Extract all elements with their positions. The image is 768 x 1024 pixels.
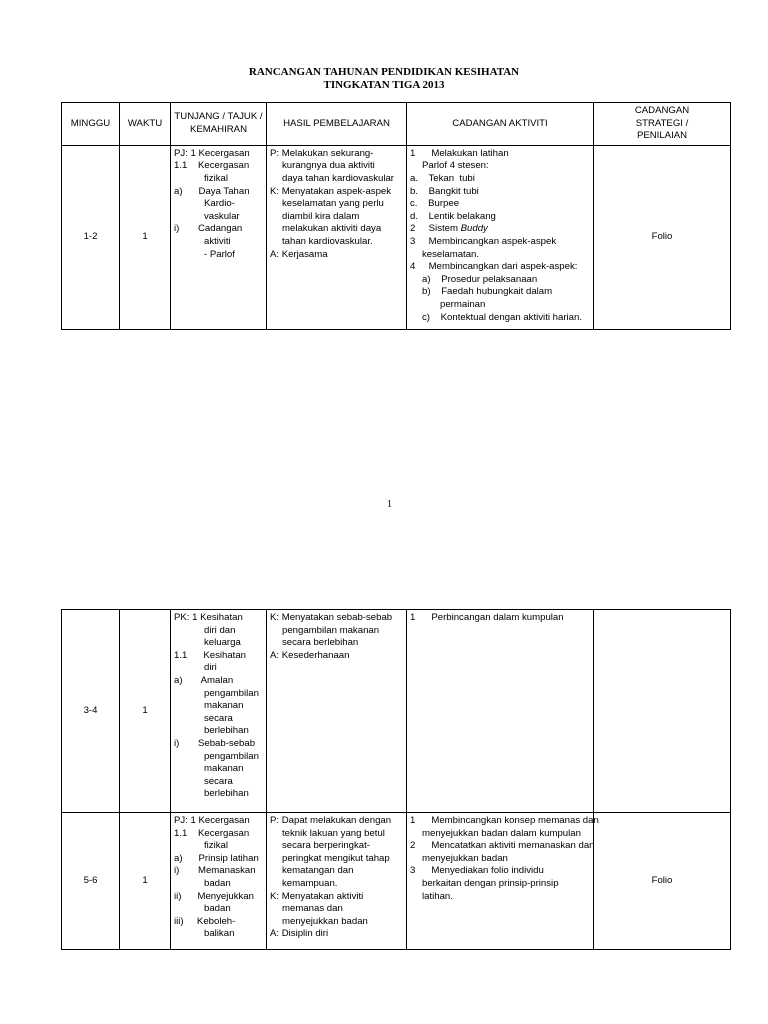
header-row (62, 103, 731, 146)
cell-cadangan-aktiviti: 1 Membincangkan konsep memanas dan menyejukkan badan dalam kumpulan 2 Mencatatkan aktiviti memanaskan dan menyejukkan badan 3 Menyediakan folio individu berkaitan dengan prinsip-prinsip latihan. (407, 813, 594, 950)
document-title-line1: RANCANGAN TAHUNAN PENDIDIKAN KESIHATAN (248, 66, 520, 78)
header-waktu: WAKTU (120, 103, 171, 146)
cell-minggu: 3-4 (62, 610, 120, 813)
yearly-plan-table-page2 (61, 609, 731, 950)
cell-penilaian: Folio (594, 145, 731, 329)
header-strategi: CADANGAN STRATEGI / PENILAIAN (594, 103, 731, 146)
table-row (62, 610, 731, 813)
cell-tunjang: PK: 1 Kesihatan diri dan keluarga 1.1 Kesihatan diri a) Amalan pengambilan makanan secara berlebihan i) Sebab-sebab pengambilan makanan secara berlebihan (171, 610, 267, 813)
table-row (62, 145, 731, 329)
cell-cadangan-aktiviti: 1 Perbincangan dalam kumpulan (407, 610, 594, 813)
yearly-plan-table-page1 (61, 102, 731, 330)
cell-waktu: 1 (120, 610, 171, 813)
cell-tunjang: PJ: 1 Kecergasan 1.1 Kecergasan fizikal a) Daya Tahan Kardio- vaskular i) Cadangan aktiviti - Parlof (171, 145, 267, 329)
header-minggu: MINGGU (62, 103, 120, 146)
header-tunjang: TUNJANG / TAJUK / KEMAHIRAN (171, 103, 267, 146)
cell-cadangan-aktiviti: 1 Melakukan latihan Parlof 4 stesen: a. Tekan tubi b. Bangkit tubi c. Burpee d. Lentik belakang 2 Sistem Buddy 3 Membincangkan aspek-aspek keselamatan. 4 Membincangkan dari aspek-aspek: a) Prosedur pelaksanaan b) Faedah hubungkait dalam permainan c) Kontektual dengan aktiviti harian. (407, 145, 594, 329)
document-title-line2: TINGKATAN TIGA 2013 (323, 79, 445, 91)
header-cadangan-aktiviti: CADANGAN AKTIVITI (407, 103, 594, 146)
cell-penilaian: Folio (594, 813, 731, 950)
cell-waktu: 1 (120, 813, 171, 950)
cell-hasil: P: Melakukan sekurang- kurangnya dua aktiviti daya tahan kardiovaskular K: Menyatakan aspek-aspek keselamatan yang perlu diambil kira dalam melakukan aktiviti daya tahan kardiovaskular. A: Kerjasama (267, 145, 407, 329)
cell-penilaian (594, 610, 731, 813)
cell-tunjang: PJ: 1 Kecergasan 1.1 Kecergasan fizikal a) Prinsip latihan i) Memanaskan badan ii) Menyejukkan badan iii) Keboleh- balikan (171, 813, 267, 950)
header-hasil: HASIL PEMBELAJARAN (267, 103, 407, 146)
page-number: 1 (387, 499, 392, 510)
cell-waktu: 1 (120, 145, 171, 329)
cell-hasil: P: Dapat melakukan dengan teknik lakuan yang betul secara berperingkat- peringkat mengikut tahap kematangan dan kemampuan. K: Menyatakan aktiviti memanas dan menyejukkan badan A: Disiplin diri (267, 813, 407, 950)
cell-minggu: 1-2 (62, 145, 120, 329)
table-row (62, 813, 731, 950)
cell-minggu: 5-6 (62, 813, 120, 950)
cell-hasil: K: Menyatakan sebab-sebab pengambilan makanan secara berlebihan A: Kesederhanaan (267, 610, 407, 813)
